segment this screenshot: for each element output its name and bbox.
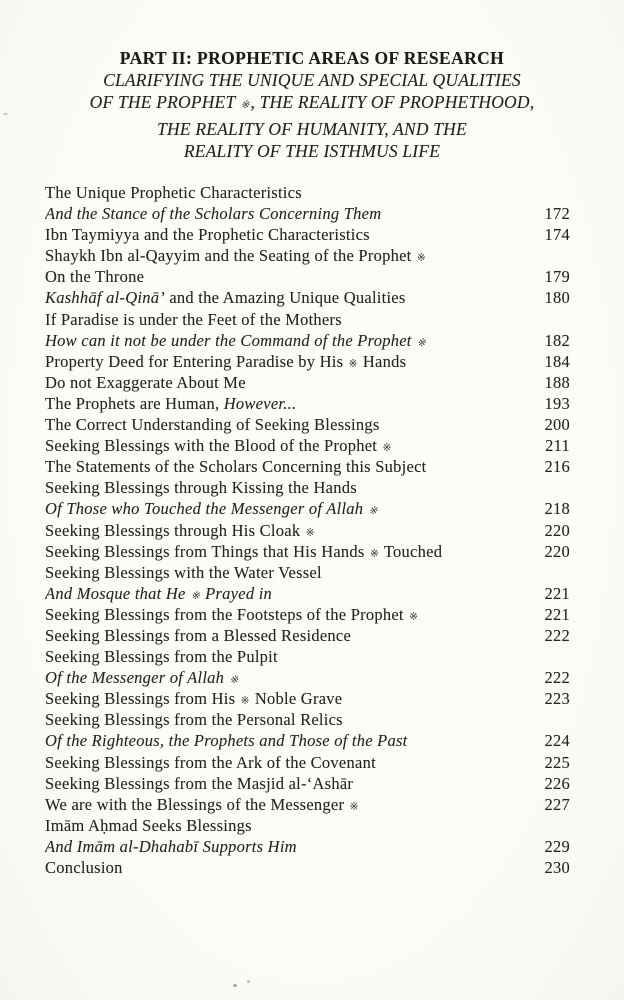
toc-row xyxy=(45,373,570,394)
toc-entry-title: And the Stance of the Scholars Concerning Them xyxy=(45,204,382,224)
toc-row xyxy=(45,689,570,710)
part-title-block xyxy=(30,47,594,163)
toc-row xyxy=(45,647,570,668)
part-title: PART II: PROPHETIC AREAS OF RESEARCH xyxy=(119,48,505,68)
toc-page-number: 225 xyxy=(544,752,570,772)
toc-row xyxy=(45,605,570,626)
toc-entry-title: Seeking Blessings from the Pulpit xyxy=(45,647,278,667)
toc-row xyxy=(45,816,570,837)
sallallahu-alayhi-wasallam-icon: ※ xyxy=(190,590,200,602)
toc-page-number: 221 xyxy=(544,604,570,624)
toc-entry-title: On the Throne xyxy=(45,267,145,287)
sallallahu-alayhi-wasallam-icon: ※ xyxy=(416,253,426,265)
toc-row xyxy=(45,837,570,858)
toc-page-number: 216 xyxy=(544,457,570,477)
toc-entry-title: Seeking Blessings from a Blessed Residence xyxy=(45,625,352,645)
toc-entry-title: We are with the Blessings of the Messenger ※ xyxy=(45,794,359,814)
toc-page-number: 200 xyxy=(544,415,570,435)
toc-entry-title: Seeking Blessings with the Blood of the Prophet ※ xyxy=(45,436,392,456)
toc-page-number: 193 xyxy=(544,393,570,413)
toc-row xyxy=(45,499,570,520)
part-subtitle-line-1: CLARIFYING THE UNIQUE AND SPECIAL QUALITIES xyxy=(103,70,521,90)
toc-row xyxy=(45,394,570,415)
toc-row xyxy=(45,310,570,331)
toc-page-number: 221 xyxy=(544,583,570,603)
toc-row xyxy=(45,457,570,478)
toc-entry-title: If Paradise is under the Feet of the Mothers xyxy=(45,309,342,329)
toc-entry-title: Do not Exaggerate About Me xyxy=(45,372,246,392)
toc-page-number: 220 xyxy=(544,541,570,561)
sallallahu-alayhi-wasallam-icon: ※ xyxy=(369,548,379,560)
toc-row xyxy=(45,204,570,225)
toc-entry-title: Seeking Blessings from the Personal Relics xyxy=(45,710,343,730)
toc-row xyxy=(45,331,570,352)
toc-entry-title: And Imām al-Dhahabī Supports Him xyxy=(45,836,297,856)
toc-row xyxy=(45,584,570,605)
toc-page-number: 182 xyxy=(544,330,570,350)
toc-entry-title: Of the Righteous, the Prophets and Those of the Past xyxy=(45,731,408,751)
toc-row xyxy=(45,858,570,879)
part-subtitle-line-3: THE REALITY OF HUMANITY, AND THE xyxy=(157,118,467,139)
toc-page-number: 229 xyxy=(544,836,570,856)
toc-entry-title: Seeking Blessings from the Ark of the Covenant xyxy=(45,752,376,772)
sallallahu-alayhi-wasallam-icon: ※ xyxy=(349,801,359,813)
toc-row xyxy=(45,753,570,774)
sallallahu-alayhi-wasallam-icon: ※ xyxy=(348,358,358,370)
toc-row xyxy=(45,246,570,267)
toc-entry-title: The Correct Understanding of Seeking Blessings xyxy=(45,415,380,435)
toc-page-number: 174 xyxy=(544,225,570,245)
toc-page-number: 180 xyxy=(544,288,570,308)
toc-row xyxy=(45,563,570,584)
sallallahu-alayhi-wasallam-icon: ※ xyxy=(240,100,250,112)
toc-page-number: 222 xyxy=(544,668,570,688)
toc-entry-title: Shaykh Ibn al-Qayyim and the Seating of the Prophet ※ xyxy=(45,246,426,266)
part-subtitle-line-2: OF THE PROPHET ※, THE REALITY OF PROPHETHOOD, xyxy=(89,92,535,113)
toc-row xyxy=(45,774,570,795)
toc-row xyxy=(45,710,570,731)
toc-row xyxy=(45,267,570,288)
toc-entry-title: Seeking Blessings with the Water Vessel xyxy=(45,562,322,582)
toc-row xyxy=(45,731,570,752)
toc-row xyxy=(45,521,570,542)
toc-page-number: 230 xyxy=(544,858,570,877)
sallallahu-alayhi-wasallam-icon: ※ xyxy=(368,506,378,518)
toc-page-number: 224 xyxy=(544,731,570,751)
toc-row xyxy=(45,436,570,457)
toc-row xyxy=(45,183,570,204)
scan-speckle xyxy=(3,113,8,115)
toc-page-number: 226 xyxy=(544,773,570,793)
toc-row xyxy=(45,352,570,373)
toc-page-number: 223 xyxy=(544,689,570,709)
toc-entry-title: Of the Messenger of Allah ※ xyxy=(45,668,239,688)
toc-entry-title: How can it not be under the Command of the Prophet ※ xyxy=(45,330,426,350)
toc-entry-title: Kashhāf al-Qinā’ and the Amazing Unique Qualities xyxy=(45,288,406,308)
toc-row xyxy=(45,288,570,309)
toc-entry-title: Ibn Taymiyya and the Prophetic Characteristics xyxy=(45,225,370,245)
sallallahu-alayhi-wasallam-icon: ※ xyxy=(229,675,239,687)
toc-entry-title: The Statements of the Scholars Concerning this Subject xyxy=(45,457,427,477)
toc-row xyxy=(45,626,570,647)
toc-page-number: 184 xyxy=(544,351,570,371)
toc-entry-title: The Prophets are Human, However... xyxy=(45,393,297,413)
sallallahu-alayhi-wasallam-icon: ※ xyxy=(305,527,315,539)
toc-entry-title: Seeking Blessings from His ※ Noble Grave xyxy=(45,689,343,709)
scan-speckle xyxy=(247,980,250,983)
toc-entry-title: Seeking Blessings from the Masjid al-‘Ashār xyxy=(45,773,354,793)
toc-entry-title: The Unique Prophetic Characteristics xyxy=(45,183,302,202)
toc-row xyxy=(45,415,570,436)
scan-speckle xyxy=(233,984,237,987)
toc-entry-title: Seeking Blessings through Kissing the Hands xyxy=(45,478,357,498)
toc-entry-title: And Mosque that He ※ Prayed in xyxy=(45,583,273,603)
toc-entry-title: Seeking Blessings through His Cloak ※ xyxy=(45,520,315,540)
toc-entry-title: Property Deed for Entering Paradise by His ※ Hands xyxy=(45,351,407,371)
toc-row xyxy=(45,795,570,816)
toc-page-number: 211 xyxy=(545,436,570,456)
toc-entry-title: Seeking Blessings from Things that His Hands ※ Touched xyxy=(45,541,443,561)
toc-page-number: 218 xyxy=(544,499,570,519)
toc-row xyxy=(45,668,570,689)
toc-entry-title: Seeking Blessings from the Footsteps of the Prophet ※ xyxy=(45,604,418,624)
toc-list xyxy=(45,183,570,879)
sallallahu-alayhi-wasallam-icon: ※ xyxy=(382,443,392,455)
toc-row xyxy=(45,542,570,563)
toc-page-number: 227 xyxy=(544,794,570,814)
toc-page-number: 188 xyxy=(544,372,570,392)
toc-page-number: 222 xyxy=(544,625,570,645)
toc-entry-title: Of Those who Touched the Messenger of Allah ※ xyxy=(45,499,378,519)
toc-entry-title: Imām Aḥmad Seeks Blessings xyxy=(45,815,252,835)
toc-page-number: 172 xyxy=(544,204,570,224)
toc-row xyxy=(45,478,570,499)
sallallahu-alayhi-wasallam-icon: ※ xyxy=(416,337,426,349)
toc-row xyxy=(45,225,570,246)
sallallahu-alayhi-wasallam-icon: ※ xyxy=(409,611,418,623)
toc-page-number: 179 xyxy=(544,267,570,287)
toc-page-number: 220 xyxy=(544,520,570,540)
sallallahu-alayhi-wasallam-icon: ※ xyxy=(240,696,250,708)
toc-entry-title: Conclusion xyxy=(45,858,123,877)
part-subtitle-line-4: REALITY OF THE ISTHMUS LIFE xyxy=(183,141,441,162)
